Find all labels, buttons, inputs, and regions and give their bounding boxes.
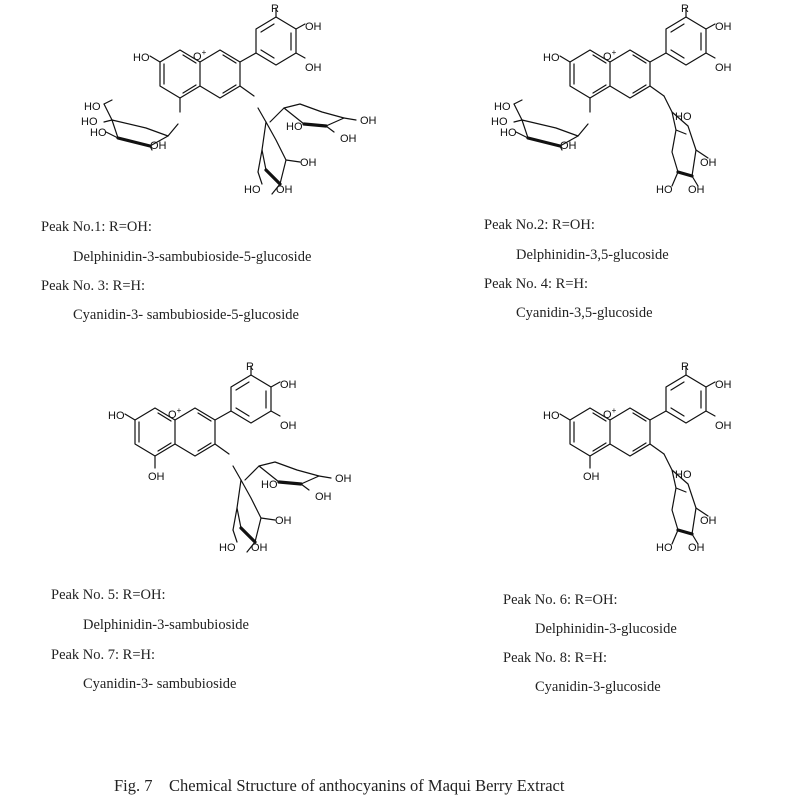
glucose-5-2 <box>514 98 590 150</box>
atom-oh-s2: OH <box>688 184 705 196</box>
atom-r: R <box>246 361 254 373</box>
compound-name: Cyanidin-3- sambubioside <box>83 676 237 692</box>
atom-o-plus: O+ <box>168 406 182 421</box>
compound-name: Cyanidin-3-glucoside <box>535 679 661 695</box>
atom-ho-s: HO <box>219 542 236 554</box>
figure-caption: Fig. 7 Chemical Structure of anthocyanins of Maqui Berry Extract <box>114 776 565 795</box>
atom-oh-s2: OH <box>251 542 268 554</box>
flavylium-core-4 <box>560 366 715 456</box>
atom-ho-g2: HO <box>81 116 98 128</box>
glucose-5-1 <box>104 98 180 150</box>
atom-ho-s2: HO <box>656 542 673 554</box>
atom-ho-7: HO <box>133 52 150 64</box>
atom-oh-s: OH <box>300 157 317 169</box>
atom-ho-x: HO <box>286 121 303 133</box>
structure-panel-4 <box>543 361 732 554</box>
atom-oh-g: OH <box>150 140 167 152</box>
atom-ho-s: HO <box>675 111 692 123</box>
atom-ho-g3: HO <box>90 127 107 139</box>
atom-oh-b: OH <box>715 420 732 432</box>
compound-name: Cyanidin-3- sambubioside-5-glucoside <box>73 307 299 323</box>
atom-oh-b: OH <box>280 420 297 432</box>
atom-oh-5: OH <box>583 471 600 483</box>
compound-name: Delphinidin-3-sambubioside-5-glucoside <box>73 249 312 265</box>
caption-line: Peak No. 8: R=H: <box>503 650 608 666</box>
atom-o-plus: O+ <box>193 48 207 63</box>
caption-line: Peak No. 6: R=OH: <box>503 592 618 608</box>
atom-ho-x: HO <box>261 479 278 491</box>
atom-ho-g2: HO <box>491 116 508 128</box>
caption-line: Peak No.1: R=OH: <box>41 219 152 235</box>
atom-ho-s: HO <box>675 469 692 481</box>
atom-oh-s: OH <box>275 515 292 527</box>
atom-ho-7: HO <box>108 410 125 422</box>
atom-oh-a: OH <box>715 379 732 391</box>
atom-r: R <box>271 3 279 15</box>
compound-name: Cyanidin-3,5-glucoside <box>516 305 653 321</box>
atom-oh-x2: OH <box>340 133 357 145</box>
atom-r: R <box>681 361 689 373</box>
structure-panel-2 <box>491 3 732 196</box>
atom-ho-s: HO <box>244 184 261 196</box>
atom-oh-b: OH <box>305 62 322 74</box>
caption-line: Peak No. 3: R=H: <box>41 278 146 294</box>
atom-oh-a: OH <box>305 21 322 33</box>
atom-ho-7: HO <box>543 410 560 422</box>
atom-oh-x: OH <box>335 473 352 485</box>
atom-ho-g1: HO <box>84 101 101 113</box>
caption-line: Peak No. 7: R=H: <box>51 647 156 663</box>
atom-o-plus: O+ <box>603 406 617 421</box>
atom-ho-s2: HO <box>656 184 673 196</box>
atom-oh-s: OH <box>700 157 717 169</box>
atom-oh-x2: OH <box>315 491 332 503</box>
atom-ho-7: HO <box>543 52 560 64</box>
atom-oh-a: OH <box>280 379 297 391</box>
caption-line: Peak No. 4: R=H: <box>484 276 589 292</box>
compound-name: Delphinidin-3-sambubioside <box>83 617 249 633</box>
structure-panel-3 <box>108 361 352 554</box>
compound-name: Delphinidin-3,5-glucoside <box>516 247 669 263</box>
atom-oh-5: OH <box>148 471 165 483</box>
compound-name: Delphinidin-3-glucoside <box>535 621 677 637</box>
flavylium-core-1 <box>150 8 305 98</box>
xylose-1 <box>270 104 356 132</box>
atom-ho-g3: HO <box>500 127 517 139</box>
atom-ho-g1: HO <box>494 101 511 113</box>
caption-line: Peak No.2: R=OH: <box>484 217 595 233</box>
atom-oh-a: OH <box>715 21 732 33</box>
caption-line: Peak No. 5: R=OH: <box>51 587 166 603</box>
atom-o-plus: O+ <box>603 48 617 63</box>
atom-r: R <box>681 3 689 15</box>
atom-oh-s2: OH <box>688 542 705 554</box>
atom-oh-g: OH <box>560 140 577 152</box>
atom-oh-s2: OH <box>276 184 293 196</box>
atom-oh-s: OH <box>700 515 717 527</box>
flavylium-core-2 <box>560 8 715 98</box>
structure-panel-1 <box>81 3 377 196</box>
xylose-3 <box>245 462 331 490</box>
flavylium-core-3 <box>125 366 280 456</box>
atom-oh-x: OH <box>360 115 377 127</box>
atom-oh-b: OH <box>715 62 732 74</box>
